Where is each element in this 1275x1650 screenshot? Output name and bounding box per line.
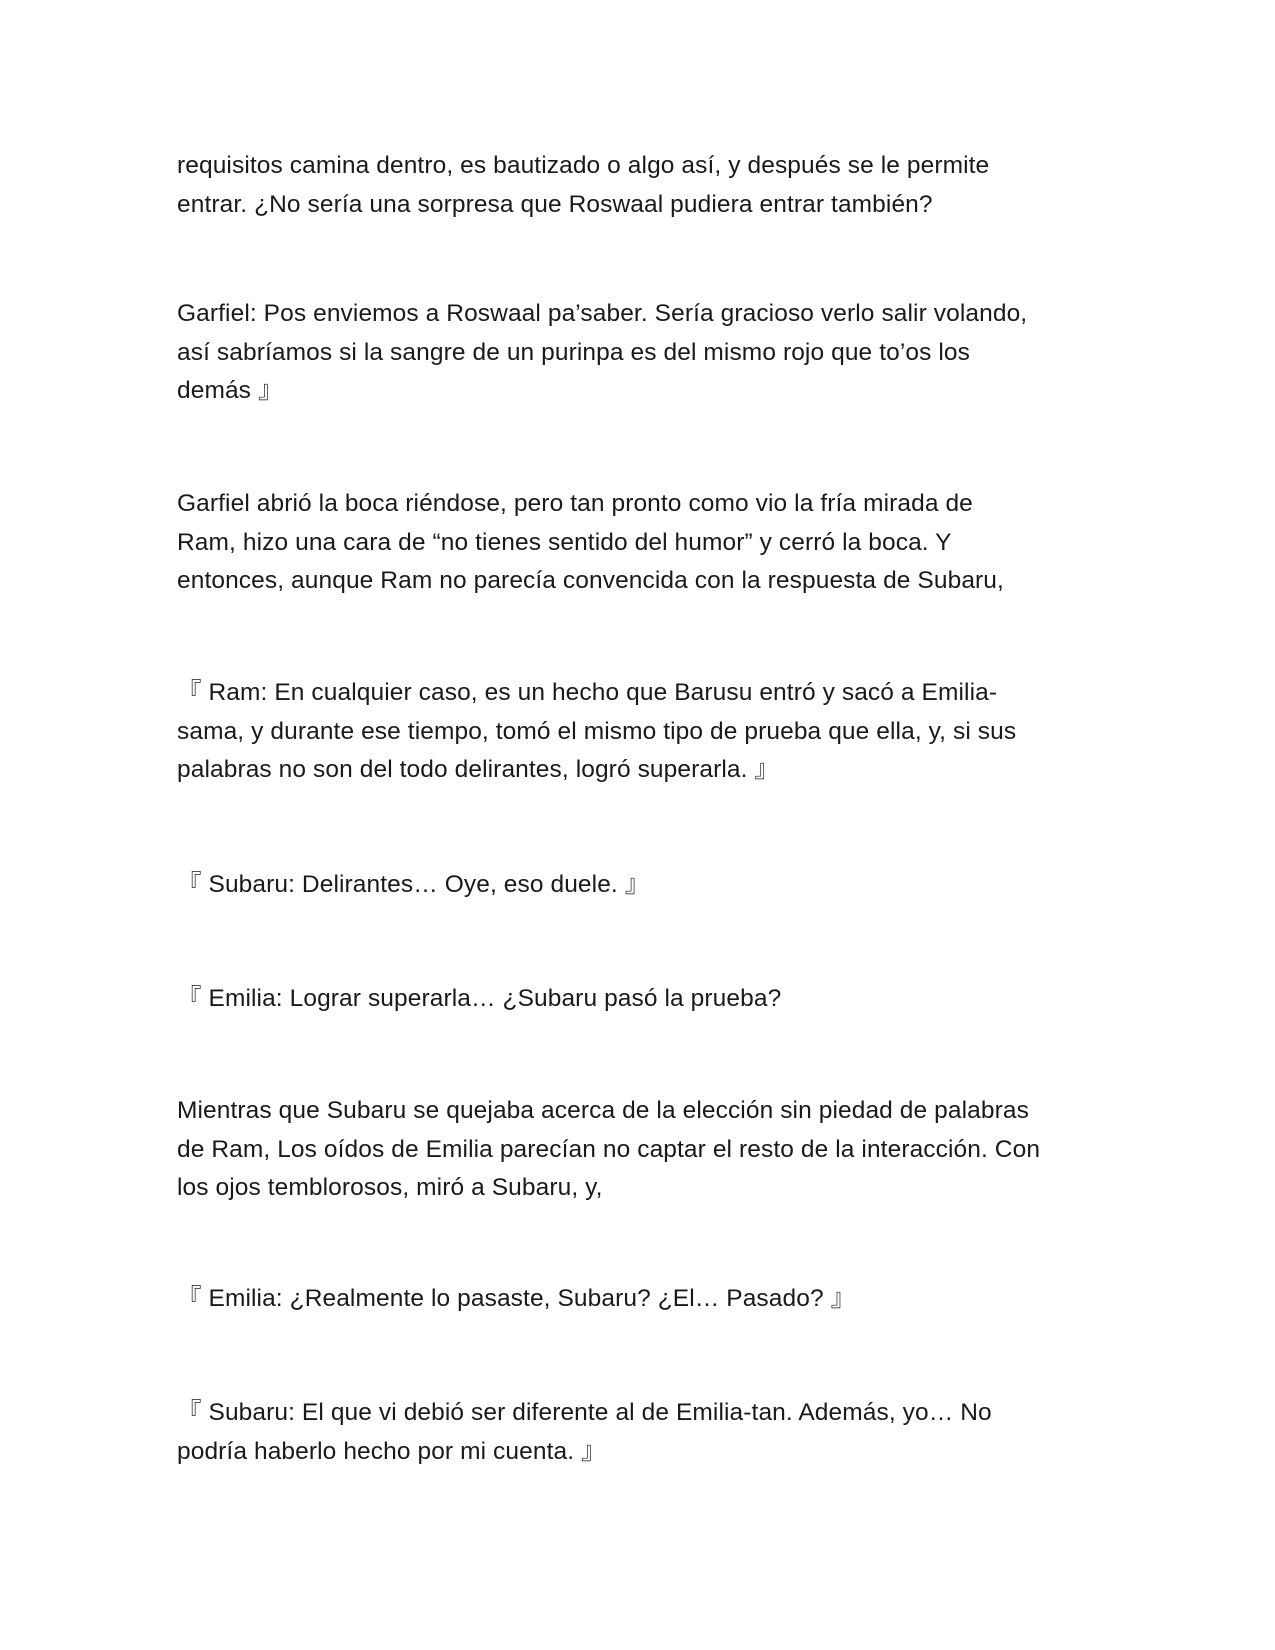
text-line: Garfiel: Pos enviemos a Roswaal pa’saber. Sería gracioso verlo salir volando,: [177, 300, 1028, 327]
text-line: demás 』: [177, 377, 283, 404]
text-line: 『 Subaru: El que vi debió ser diferente al de Emilia-tan. Además, yo… No: [177, 1399, 992, 1426]
text-line: 『 Ram: En cualquier caso, es un hecho que Barusu entró y sacó a Emilia-: [177, 679, 998, 706]
dialogue-paragraph-garfiel: [177, 295, 1097, 411]
text-line: 『 Subaru: Delirantes… Oye, eso duele. 』: [177, 871, 650, 898]
text-line: de Ram, Los oídos de Emilia parecían no captar el resto de la interacción. Con: [177, 1135, 1041, 1163]
text-line: Mientras que Subaru se quejaba acerca de la elección sin piedad de palabras: [177, 1097, 1029, 1124]
text-line: entonces, aunque Ram no parecía convencida con la respuesta de Subaru,: [177, 567, 1004, 594]
dialogue-paragraph-emilia: [177, 980, 1097, 1019]
text-line: entrar. ¿No sería una sorpresa que Roswaal pudiera entrar también?: [177, 190, 933, 218]
text-line: sama, y durante ese tiempo, tomó el mismo tipo de prueba que ella, y, si sus: [177, 717, 1017, 745]
dialogue-paragraph-ram: [177, 674, 1097, 790]
narration-paragraph: [177, 485, 1097, 601]
text-line: los ojos temblorosos, miró a Subaru, y,: [177, 1174, 603, 1201]
narration-paragraph: [177, 1092, 1097, 1208]
dialogue-paragraph-subaru: [177, 1394, 1097, 1471]
text-line: 『 Emilia: Lograr superarla… ¿Subaru pasó la prueba?: [177, 985, 782, 1012]
dialogue-paragraph-subaru: [177, 866, 1097, 905]
dialogue-paragraph-emilia: [177, 1280, 1097, 1319]
text-line: palabras no son del todo delirantes, logró superarla. 』: [177, 756, 780, 783]
text-line: Ram, hizo una cara de “no tienes sentido del humor” y cerró la boca. Y: [177, 528, 952, 556]
text-line: requisitos camina dentro, es bautizado o algo así, y después se le permite: [177, 152, 990, 179]
text-line: así sabríamos si la sangre de un purinpa es del mismo rojo que to’os los: [177, 338, 970, 366]
text-line: 『 Emilia: ¿Realmente lo pasaste, Subaru? ¿El… Pasado? 』: [177, 1285, 856, 1312]
narration-paragraph: [177, 147, 1097, 224]
text-line: podría haberlo hecho por mi cuenta. 』: [177, 1437, 606, 1465]
text-line: Garfiel abrió la boca riéndose, pero tan pronto como vio la fría mirada de: [177, 490, 973, 517]
